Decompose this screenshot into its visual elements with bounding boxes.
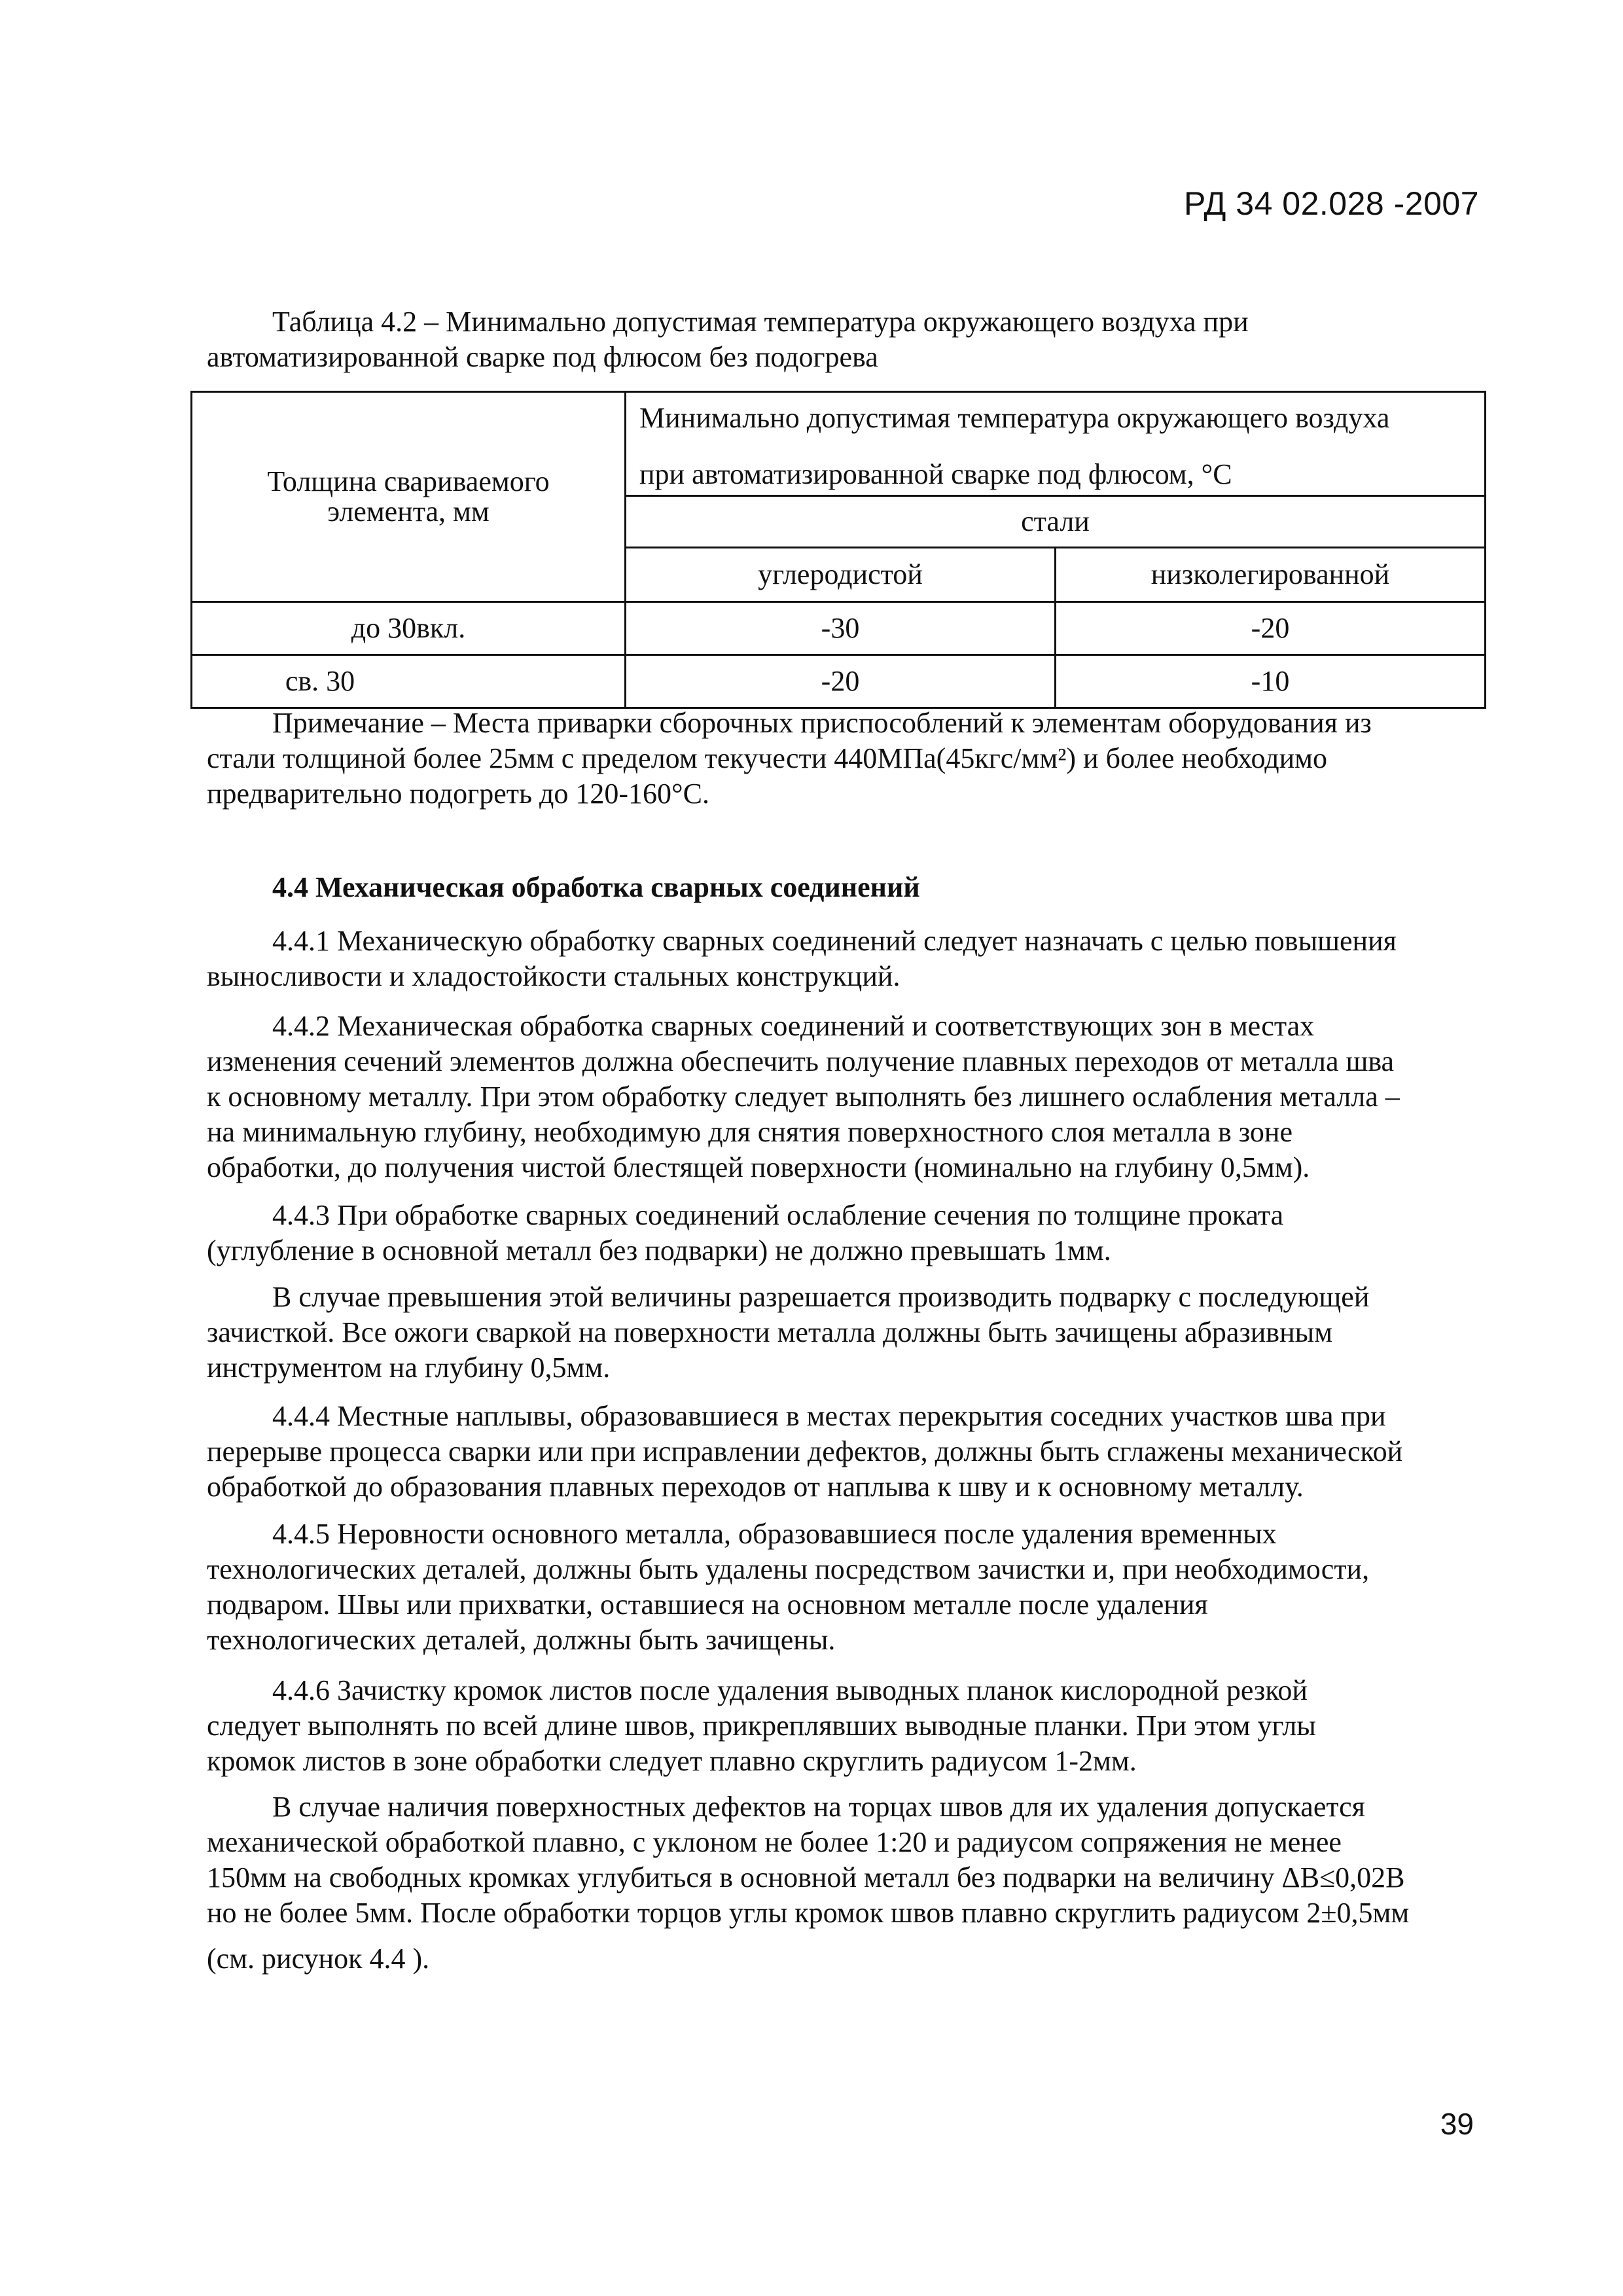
temperature-table [190, 391, 1486, 709]
paragraph-line: технологических деталей, должны быть удалены посредством зачистки и, при необходимости, [207, 1553, 1370, 1585]
paragraph-line: 4.4.3 При обработке сварных соединений ослабление сечения по толщине проката [272, 1199, 1284, 1231]
paragraph-line: инструментом на глубину 0,5мм. [207, 1352, 611, 1384]
note-line: стали толщиной более 25мм с пределом текучести 440МПа(45кгс/мм²) и более необходимо [207, 742, 1328, 774]
section-title [207, 873, 1475, 902]
paragraph-line: В случае наличия поверхностных дефектов на торцах швов для их удаления допускается [272, 1791, 1365, 1823]
paragraph-line: но не более 5мм. После обработки торцов углы кромок швов плавно скруглить радиусом 2±0,5мм [207, 1897, 1410, 1929]
paragraph-line: (углубление в основной металл без подварки) не должно превышать 1мм. [207, 1234, 1111, 1266]
paragraph-line: (см. рисунок 4.4 ). [207, 1943, 430, 1975]
table-caption [207, 308, 1437, 372]
paragraph-line: зачисткой. Все ожоги сваркой на поверхности металла должны быть зачищены абразивным [207, 1316, 1333, 1348]
paragraph-line: 4.4.5 Неровности основного металла, образовавшиеся после удаления временных [272, 1518, 1277, 1550]
low-alloy-value-cell: -20 [1056, 602, 1486, 655]
thickness-cell: до 30вкл. [192, 602, 626, 655]
note-line: предварительно подогреть до 120-160°С. [207, 778, 710, 810]
paragraph-line: следует выполнять по всей длине швов, прикреплявших выводные планки. При этом углы [207, 1710, 1316, 1742]
section-heading: 4.4 Механическая обработка сварных соединений [272, 871, 920, 903]
paragraph-line: кромок листов в зоне обработки следует плавно скруглить радиусом 1-2мм. [207, 1745, 1137, 1777]
min-temperature-header-line: при автоматизированной сварке под флюсом, °С [639, 458, 1232, 490]
thickness-cell: св. 30 [192, 655, 626, 708]
thickness-header-line: Толщина свариваемого [267, 465, 550, 497]
paragraph-line: 150мм на свободных кромках углубиться в основной металл без подварки на величину ΔВ≤0,02В [207, 1861, 1405, 1893]
paragraph [207, 1280, 1475, 1386]
paragraph-line: технологических деталей, должны быть зачищены. [207, 1624, 836, 1656]
paragraph-line: В случае превышения этой величины разрешается производить подварку с последующей [272, 1281, 1370, 1313]
paragraph-line: механической обработкой плавно, с уклоном не более 1:20 и радиусом сопряжения не менее [207, 1826, 1342, 1858]
paragraph-line: перерыве процесса сварки или при исправлении дефектов, должны быть сглажены механической [207, 1435, 1403, 1467]
carbon-value-cell: -30 [626, 602, 1056, 655]
paragraph-line: выносливости и хладостойкости стальных конструкций. [207, 960, 901, 992]
carbon-steel-header: углеродистой [626, 548, 1056, 602]
steel-header: стали [626, 496, 1486, 548]
paragraph-line: изменения сечений элементов должна обеспечить получение плавных переходов от металла шва [207, 1045, 1395, 1077]
paragraph [207, 1009, 1475, 1185]
table-caption-line: Таблица 4.2 – Минимально допустимая температура окружающего воздуха при [272, 306, 1249, 338]
table-note [207, 706, 1475, 812]
thickness-header [192, 392, 626, 602]
paragraph-line: 4.4.4 Местные наплывы, образовавшиеся в местах перекрытия соседних участков шва при [272, 1400, 1386, 1432]
thickness-header-line: элемента, мм [327, 495, 490, 528]
paragraph-line: 4.4.6 Зачистку кромок листов после удаления выводных планок кислородной резкой [272, 1674, 1308, 1706]
carbon-value-cell: -20 [626, 655, 1056, 708]
paragraph-line: на минимальную глубину, необходимую для снятия поверхностного слоя металла в зоне [207, 1116, 1293, 1148]
paragraph-line: 4.4.2 Механическая обработка сварных соединений и соответствующих зон в местах [272, 1010, 1315, 1042]
paragraph [207, 1673, 1475, 1779]
table-caption-line: автоматизированной сварке под флюсом без подогрева [207, 341, 878, 373]
low-alloy-steel-header: низколегированной [1056, 548, 1486, 602]
paragraph-line: к основному металлу. При этом обработку следует выполнять без лишнего ослабления металла – [207, 1081, 1400, 1113]
min-temperature-header [626, 392, 1486, 496]
paragraph [207, 1789, 1475, 1977]
paragraph [207, 1516, 1475, 1658]
table-row [192, 655, 1486, 708]
paragraph-line: 4.4.1 Механическую обработку сварных соединений следует назначать с целью повышения [272, 925, 1397, 957]
paragraph-line: подваром. Швы или прихватки, оставшиеся на основном металле после удаления [207, 1588, 1208, 1621]
low-alloy-value-cell: -10 [1056, 655, 1486, 708]
document-code: РД 34 02.028 -2007 [1184, 185, 1479, 222]
paragraph [207, 1399, 1475, 1505]
min-temperature-header-line: Минимально допустимая температура окружающего воздуха [639, 402, 1390, 434]
note-line: Примечание – Места приварки сборочных приспособлений к элементам оборудования из [272, 707, 1372, 739]
paragraph [207, 924, 1475, 994]
paragraph-line: обработки, до получения чистой блестящей поверхности (номинально на глубину 0,5мм). [207, 1151, 1310, 1183]
paragraph-line: обработкой до образования плавных переходов от наплыва к шву и к основному металлу. [207, 1471, 1304, 1503]
table-row [192, 602, 1486, 655]
page-number: 39 [1440, 2107, 1474, 2141]
paragraph [207, 1198, 1475, 1268]
